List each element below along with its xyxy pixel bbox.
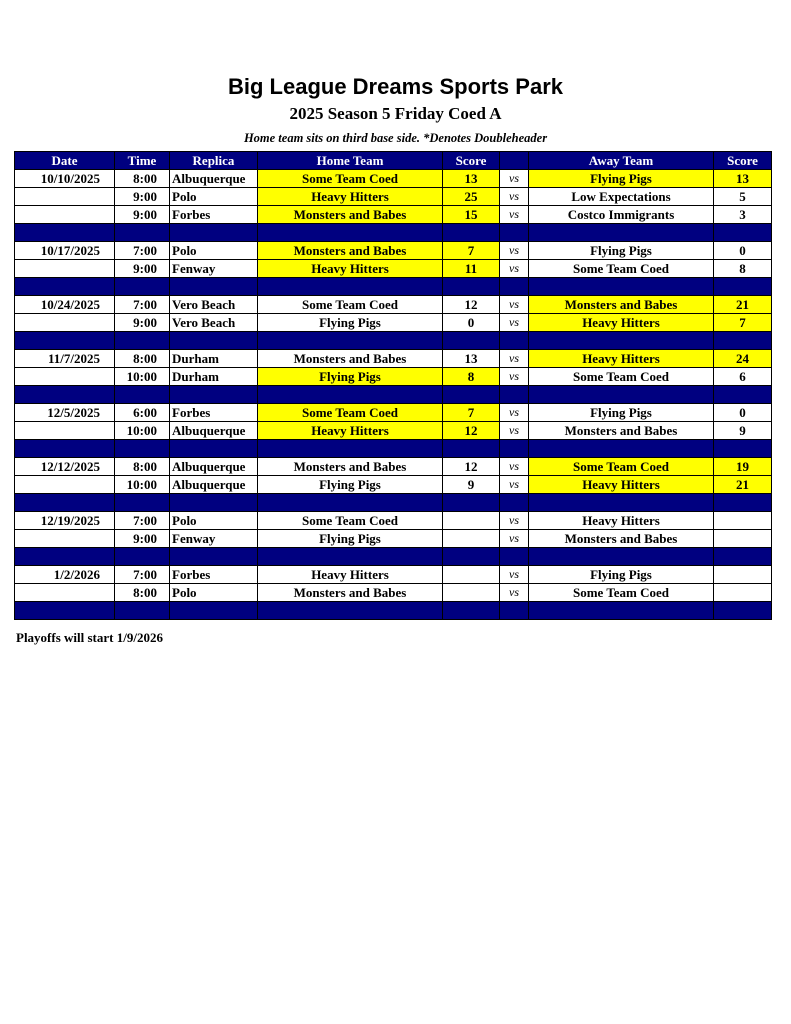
header-time: Time	[115, 152, 170, 170]
table-row	[15, 368, 772, 386]
table-row	[15, 170, 772, 188]
table-row	[15, 512, 772, 530]
home-team-cell: Monsters and Babes	[258, 584, 443, 602]
away-score-cell: 13	[714, 170, 772, 188]
replica-cell: Forbes	[170, 404, 258, 422]
separator-cell	[115, 332, 170, 350]
header-replica: Replica	[170, 152, 258, 170]
date-cell	[15, 422, 115, 440]
table-row	[15, 314, 772, 332]
date-cell: 11/7/2025	[15, 350, 115, 368]
away-score-cell	[714, 584, 772, 602]
table-row	[15, 242, 772, 260]
home-team-cell: Some Team Coed	[258, 404, 443, 422]
away-score-cell: 21	[714, 476, 772, 494]
separator-cell	[500, 494, 529, 512]
away-team-cell: Low Expectations	[529, 188, 714, 206]
date-cell	[15, 206, 115, 224]
header-home-score: Score	[443, 152, 500, 170]
separator-cell	[529, 440, 714, 458]
separator-cell	[500, 224, 529, 242]
separator-cell	[529, 386, 714, 404]
away-score-cell: 24	[714, 350, 772, 368]
home-score-cell: 7	[443, 242, 500, 260]
week-separator-row	[15, 602, 772, 620]
separator-cell	[500, 440, 529, 458]
separator-cell	[170, 494, 258, 512]
table-row	[15, 584, 772, 602]
away-team-cell: Monsters and Babes	[529, 296, 714, 314]
vs-cell: vs	[500, 530, 529, 548]
separator-cell	[15, 602, 115, 620]
away-team-cell: Heavy Hitters	[529, 512, 714, 530]
time-cell: 10:00	[115, 422, 170, 440]
away-score-cell: 19	[714, 458, 772, 476]
separator-cell	[500, 278, 529, 296]
separator-cell	[500, 602, 529, 620]
date-cell: 12/5/2025	[15, 404, 115, 422]
date-cell: 12/12/2025	[15, 458, 115, 476]
time-cell: 8:00	[115, 170, 170, 188]
page-subtitle: 2025 Season 5 Friday Coed A	[289, 104, 502, 123]
header-away-team: Away Team	[529, 152, 714, 170]
vs-cell: vs	[500, 458, 529, 476]
away-score-cell: 3	[714, 206, 772, 224]
separator-cell	[258, 602, 443, 620]
vs-cell: vs	[500, 404, 529, 422]
separator-cell	[529, 278, 714, 296]
away-team-cell: Flying Pigs	[529, 242, 714, 260]
away-team-cell: Some Team Coed	[529, 584, 714, 602]
header-vs	[500, 152, 529, 170]
replica-cell: Forbes	[170, 206, 258, 224]
home-score-cell	[443, 584, 500, 602]
page-title: Big League Dreams Sports Park	[227, 74, 563, 99]
week-separator-row	[15, 440, 772, 458]
home-team-cell: Monsters and Babes	[258, 458, 443, 476]
separator-cell	[714, 494, 772, 512]
replica-cell: Fenway	[170, 260, 258, 278]
home-team-cell: Monsters and Babes	[258, 206, 443, 224]
date-cell	[15, 188, 115, 206]
time-cell: 9:00	[115, 260, 170, 278]
away-team-cell: Heavy Hitters	[529, 350, 714, 368]
away-team-cell: Monsters and Babes	[529, 422, 714, 440]
vs-cell: vs	[500, 260, 529, 278]
away-score-cell: 5	[714, 188, 772, 206]
away-team-cell: Heavy Hitters	[529, 314, 714, 332]
home-team-cell: Flying Pigs	[258, 476, 443, 494]
separator-cell	[714, 440, 772, 458]
separator-cell	[15, 494, 115, 512]
separator-cell	[258, 386, 443, 404]
replica-cell: Albuquerque	[170, 422, 258, 440]
separator-cell	[170, 548, 258, 566]
separator-cell	[15, 332, 115, 350]
home-score-cell: 8	[443, 368, 500, 386]
separator-cell	[443, 548, 500, 566]
week-separator-row	[15, 278, 772, 296]
separator-cell	[714, 548, 772, 566]
home-score-cell: 9	[443, 476, 500, 494]
schedule-body	[15, 170, 772, 620]
vs-cell: vs	[500, 512, 529, 530]
header-home-team: Home Team	[258, 152, 443, 170]
time-cell: 9:00	[115, 206, 170, 224]
date-cell	[15, 314, 115, 332]
vs-cell: vs	[500, 422, 529, 440]
separator-cell	[15, 224, 115, 242]
table-header-row	[15, 152, 772, 170]
replica-cell: Forbes	[170, 566, 258, 584]
away-score-cell: 8	[714, 260, 772, 278]
vs-cell: vs	[500, 314, 529, 332]
separator-cell	[170, 386, 258, 404]
home-score-cell	[443, 530, 500, 548]
table-row	[15, 566, 772, 584]
replica-cell: Durham	[170, 350, 258, 368]
vs-cell: vs	[500, 368, 529, 386]
time-cell: 9:00	[115, 530, 170, 548]
time-cell: 9:00	[115, 314, 170, 332]
replica-cell: Albuquerque	[170, 458, 258, 476]
vs-cell: vs	[500, 170, 529, 188]
away-score-cell: 7	[714, 314, 772, 332]
separator-cell	[443, 386, 500, 404]
date-cell	[15, 368, 115, 386]
table-row	[15, 260, 772, 278]
home-team-cell: Some Team Coed	[258, 512, 443, 530]
date-cell	[15, 260, 115, 278]
date-cell: 10/24/2025	[15, 296, 115, 314]
away-score-cell: 21	[714, 296, 772, 314]
separator-cell	[443, 440, 500, 458]
away-team-cell: Flying Pigs	[529, 404, 714, 422]
separator-cell	[15, 548, 115, 566]
separator-cell	[115, 224, 170, 242]
home-team-cell: Monsters and Babes	[258, 242, 443, 260]
separator-cell	[443, 602, 500, 620]
away-score-cell: 9	[714, 422, 772, 440]
away-team-cell: Monsters and Babes	[529, 530, 714, 548]
replica-cell: Polo	[170, 188, 258, 206]
replica-cell: Albuquerque	[170, 476, 258, 494]
away-score-cell	[714, 530, 772, 548]
date-cell: 12/19/2025	[15, 512, 115, 530]
replica-cell: Durham	[170, 368, 258, 386]
separator-cell	[500, 332, 529, 350]
vs-cell: vs	[500, 296, 529, 314]
home-team-cell: Flying Pigs	[258, 530, 443, 548]
home-team-cell: Monsters and Babes	[258, 350, 443, 368]
separator-cell	[115, 386, 170, 404]
home-score-cell: 13	[443, 350, 500, 368]
separator-cell	[500, 386, 529, 404]
separator-cell	[258, 548, 443, 566]
separator-cell	[714, 224, 772, 242]
separator-cell	[258, 224, 443, 242]
time-cell: 7:00	[115, 296, 170, 314]
separator-cell	[115, 278, 170, 296]
separator-cell	[15, 278, 115, 296]
home-team-cell: Some Team Coed	[258, 296, 443, 314]
replica-cell: Polo	[170, 584, 258, 602]
separator-cell	[529, 494, 714, 512]
vs-cell: vs	[500, 188, 529, 206]
time-cell: 10:00	[115, 368, 170, 386]
separator-cell	[529, 548, 714, 566]
replica-cell: Polo	[170, 242, 258, 260]
week-separator-row	[15, 494, 772, 512]
table-row	[15, 188, 772, 206]
separator-cell	[500, 548, 529, 566]
separator-cell	[258, 332, 443, 350]
separator-cell	[714, 332, 772, 350]
away-score-cell: 0	[714, 242, 772, 260]
separator-cell	[115, 548, 170, 566]
home-score-cell: 12	[443, 458, 500, 476]
week-separator-row	[15, 332, 772, 350]
time-cell: 6:00	[115, 404, 170, 422]
separator-cell	[170, 278, 258, 296]
time-cell: 8:00	[115, 584, 170, 602]
home-team-cell: Flying Pigs	[258, 368, 443, 386]
date-cell: 10/10/2025	[15, 170, 115, 188]
home-score-cell: 7	[443, 404, 500, 422]
separator-cell	[170, 440, 258, 458]
separator-cell	[115, 494, 170, 512]
separator-cell	[115, 602, 170, 620]
separator-cell	[258, 440, 443, 458]
away-team-cell: Flying Pigs	[529, 170, 714, 188]
separator-cell	[15, 440, 115, 458]
replica-cell: Fenway	[170, 530, 258, 548]
date-cell	[15, 476, 115, 494]
home-team-cell: Some Team Coed	[258, 170, 443, 188]
week-separator-row	[15, 386, 772, 404]
time-cell: 7:00	[115, 566, 170, 584]
separator-cell	[714, 602, 772, 620]
separator-cell	[529, 224, 714, 242]
replica-cell: Polo	[170, 512, 258, 530]
separator-cell	[443, 494, 500, 512]
away-score-cell	[714, 512, 772, 530]
separator-cell	[443, 224, 500, 242]
separator-cell	[258, 278, 443, 296]
home-score-cell	[443, 566, 500, 584]
date-cell: 10/17/2025	[15, 242, 115, 260]
time-cell: 9:00	[115, 188, 170, 206]
away-team-cell: Heavy Hitters	[529, 476, 714, 494]
replica-cell: Albuquerque	[170, 170, 258, 188]
vs-cell: vs	[500, 584, 529, 602]
away-score-cell: 0	[714, 404, 772, 422]
home-team-cell: Heavy Hitters	[258, 422, 443, 440]
home-score-cell: 12	[443, 296, 500, 314]
table-row	[15, 530, 772, 548]
replica-cell: Vero Beach	[170, 296, 258, 314]
separator-cell	[529, 602, 714, 620]
home-score-cell: 11	[443, 260, 500, 278]
date-cell	[15, 584, 115, 602]
separator-cell	[443, 332, 500, 350]
separator-cell	[529, 332, 714, 350]
separator-cell	[170, 602, 258, 620]
time-cell: 7:00	[115, 242, 170, 260]
vs-cell: vs	[500, 350, 529, 368]
table-row	[15, 206, 772, 224]
date-cell	[15, 530, 115, 548]
time-cell: 8:00	[115, 458, 170, 476]
time-cell: 10:00	[115, 476, 170, 494]
vs-cell: vs	[500, 242, 529, 260]
replica-cell: Vero Beach	[170, 314, 258, 332]
separator-cell	[714, 278, 772, 296]
home-score-cell	[443, 512, 500, 530]
table-row	[15, 296, 772, 314]
header-away-score: Score	[714, 152, 772, 170]
home-team-cell: Flying Pigs	[258, 314, 443, 332]
vs-cell: vs	[500, 206, 529, 224]
separator-cell	[258, 494, 443, 512]
separator-cell	[115, 440, 170, 458]
home-team-cell: Heavy Hitters	[258, 566, 443, 584]
week-separator-row	[15, 548, 772, 566]
away-score-cell	[714, 566, 772, 584]
separator-cell	[714, 386, 772, 404]
home-score-cell: 0	[443, 314, 500, 332]
table-row	[15, 458, 772, 476]
away-team-cell: Flying Pigs	[529, 566, 714, 584]
away-team-cell: Some Team Coed	[529, 368, 714, 386]
separator-cell	[170, 224, 258, 242]
separator-cell	[15, 386, 115, 404]
schedule-note: Home team sits on third base side. *Denotes Doubleheader	[243, 131, 548, 145]
table-row	[15, 476, 772, 494]
table-row	[15, 404, 772, 422]
vs-cell: vs	[500, 566, 529, 584]
schedule-table	[14, 151, 772, 620]
table-row	[15, 350, 772, 368]
away-team-cell: Some Team Coed	[529, 260, 714, 278]
time-cell: 7:00	[115, 512, 170, 530]
home-score-cell: 25	[443, 188, 500, 206]
time-cell: 8:00	[115, 350, 170, 368]
away-score-cell: 6	[714, 368, 772, 386]
playoffs-note: Playoffs will start 1/9/2026	[16, 630, 163, 645]
home-team-cell: Heavy Hitters	[258, 188, 443, 206]
separator-cell	[170, 332, 258, 350]
home-team-cell: Heavy Hitters	[258, 260, 443, 278]
table-row	[15, 422, 772, 440]
away-team-cell: Costco Immigrants	[529, 206, 714, 224]
vs-cell: vs	[500, 476, 529, 494]
date-cell: 1/2/2026	[15, 566, 115, 584]
home-score-cell: 15	[443, 206, 500, 224]
home-score-cell: 13	[443, 170, 500, 188]
week-separator-row	[15, 224, 772, 242]
header-date: Date	[15, 152, 115, 170]
away-team-cell: Some Team Coed	[529, 458, 714, 476]
home-score-cell: 12	[443, 422, 500, 440]
separator-cell	[443, 278, 500, 296]
